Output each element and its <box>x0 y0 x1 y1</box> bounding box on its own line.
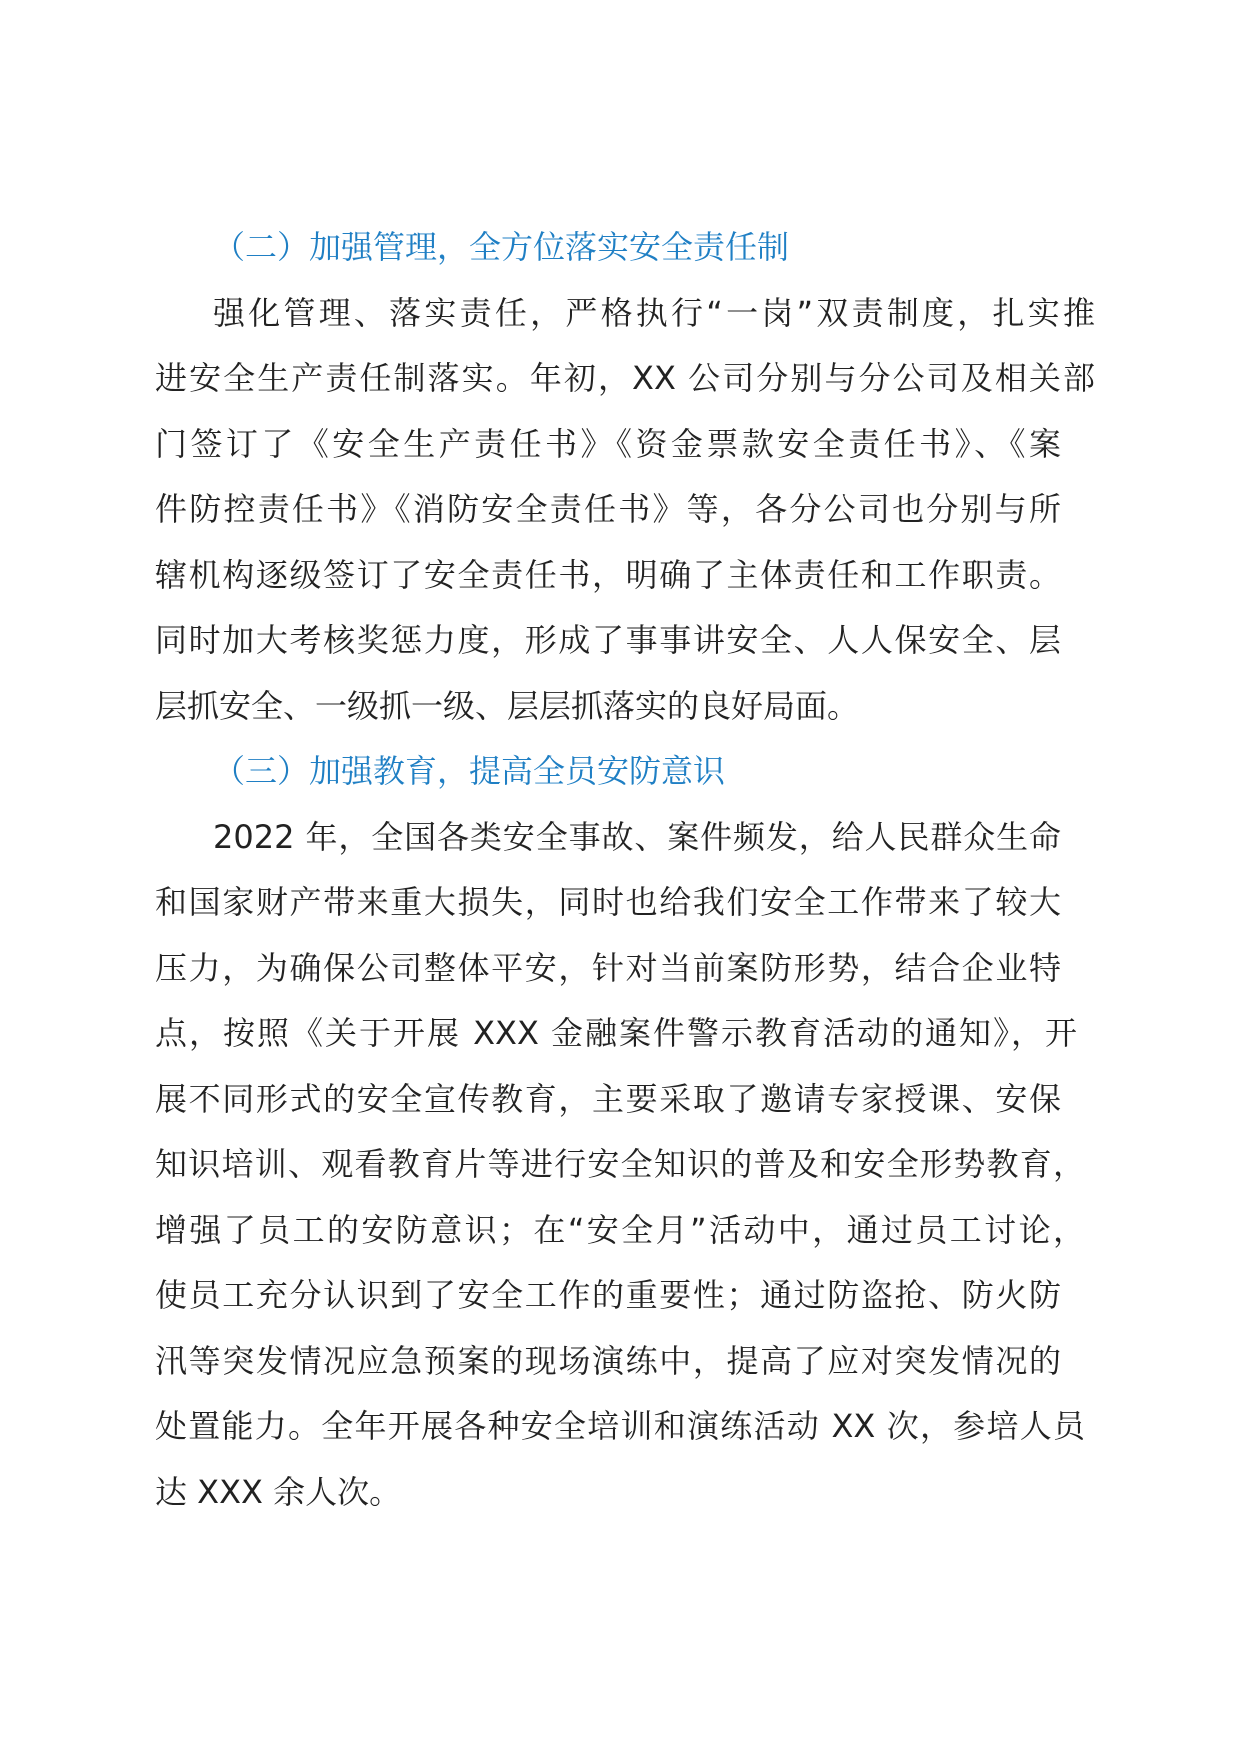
section-heading-2: （二）加强管理，全方位落实安全责任制 <box>213 228 790 266</box>
paragraph-line: 2022 年，全国各类安全事故、案件频发，给人民群众生命 <box>213 817 1061 856</box>
paragraph-line: 达 XXX 余人次。 <box>155 1472 402 1511</box>
paragraph-line: 强化管理、落实责任，严格执行“一岗”双责制度，扎实推 <box>213 293 1095 332</box>
paragraph-line: 辖机构逐级签订了安全责任书，明确了主体责任和工作职责。 <box>155 555 1061 594</box>
paragraph-line: 点，按照《关于开展 XXX 金融案件警示教育活动的通知》，开 <box>155 1014 1077 1052</box>
paragraph-line: 汛等突发情况应急预案的现场演练中，提高了应对突发情况的 <box>155 1341 1061 1380</box>
paragraph-line: 压力，为确保公司整体平安，针对当前案防形势，结合企业特 <box>155 948 1061 987</box>
paragraph-3 <box>155 805 1095 1526</box>
paragraph-line: 知识培训、观看教育片等进行安全知识的普及和安全形势教育， <box>155 1145 1085 1183</box>
paragraph-line: 进安全生产责任制落实。年初，XX 公司分别与分公司及相关部 <box>155 359 1095 397</box>
paragraph-line: 门签订了《安全生产责任书》《资金票款安全责任书》、《案 <box>155 424 1061 463</box>
paragraph-line: 处置能力。全年开展各种安全培训和演练活动 XX 次，参培人员 <box>155 1407 1085 1445</box>
paragraph-line: 件防控责任书》《消防安全责任书》等，各分公司也分别与所 <box>155 490 1061 528</box>
paragraph-2 <box>155 281 1095 740</box>
section-heading-3: （三）加强教育，提高全员安防意识 <box>213 752 726 790</box>
paragraph-line: 展不同形式的安全宣传教育，主要采取了邀请专家授课、安保 <box>155 1079 1061 1118</box>
paragraph-line: 层抓安全、一级抓一级、层层抓落实的良好局面。 <box>155 686 860 725</box>
paragraph-line: 和国家财产带来重大损失，同时也给我们安全工作带来了较大 <box>155 883 1061 921</box>
paragraph-line: 使员工充分认识到了安全工作的重要性；通过防盗抢、防火防 <box>155 1276 1061 1314</box>
document-page <box>155 215 1095 1525</box>
paragraph-line: 增强了员工的安防意识；在“安全月”活动中，通过员工讨论， <box>155 1210 1085 1249</box>
paragraph-line: 同时加大考核奖惩力度，形成了事事讲安全、人人保安全、层 <box>155 621 1061 659</box>
